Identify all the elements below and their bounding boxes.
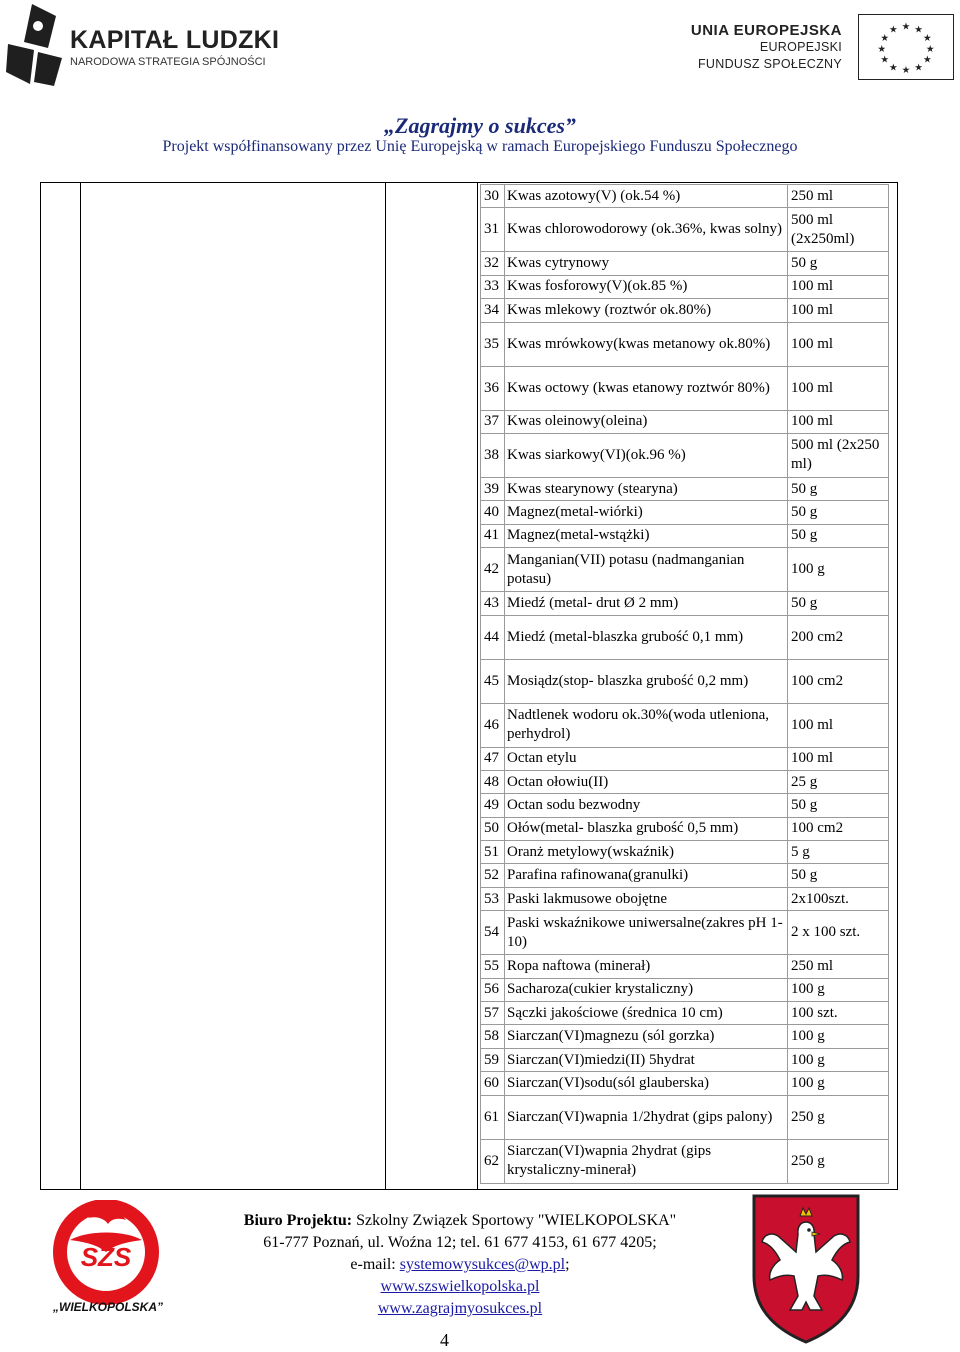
eu-line-3: FUNDUSZ SPOŁECZNY (697, 57, 842, 71)
eu-flag-icon (858, 14, 954, 80)
table-row (481, 1002, 889, 1025)
item-quantity: 50 g (788, 794, 889, 817)
svg-text:★: ★ (914, 24, 923, 36)
item-number: 31 (481, 208, 505, 252)
project-subtitle: Projekt współfinansowany przez Unię Europejską w ramach Europejskiego Funduszu Społecznego (162, 138, 798, 155)
item-name: Oranż metylowy(wskaźnik) (505, 841, 788, 864)
item-number: 62 (481, 1139, 505, 1183)
table-row (481, 615, 889, 659)
item-number: 56 (481, 978, 505, 1001)
table-row (481, 955, 889, 978)
email-suffix: ; (565, 1256, 570, 1273)
table-row (481, 978, 889, 1001)
item-quantity: 50 g (788, 864, 889, 887)
item-quantity: 100 ml (788, 299, 889, 322)
table-row (481, 501, 889, 524)
project-office-contact (200, 1210, 720, 1320)
item-name: Siarczan(VI)miedzi(II) 5hydrat (505, 1048, 788, 1071)
item-number: 44 (481, 615, 505, 659)
svg-text:★: ★ (925, 43, 935, 55)
item-quantity: 100 g (788, 978, 889, 1001)
table-row (481, 911, 889, 955)
item-number: 60 (481, 1072, 505, 1095)
svg-text:★: ★ (877, 43, 887, 55)
item-name: Siarczan(VI)wapnia 1/2hydrat (gips palony) (505, 1095, 788, 1139)
address-line: 61-777 Poznań, ul. Woźna 12; tel. 61 677 4153, 61 677 4205; (263, 1234, 657, 1251)
table-row (481, 1072, 889, 1095)
kapital-ludzki-title: KAPITAŁ LUDZKI (70, 26, 280, 54)
item-number: 37 (481, 410, 505, 433)
item-quantity: 100 g (788, 1048, 889, 1071)
item-name: Siarczan(VI)wapnia 2hydrat (gips krystaliczny-minerał) (505, 1139, 788, 1183)
item-name: Kwas chlorowodorowy (ok.36%, kwas solny) (505, 208, 788, 252)
table-row (481, 433, 889, 477)
table-row (481, 887, 889, 910)
item-name: Nadtlenek wodoru ok.30%(woda utleniona, perhydrol) (505, 703, 788, 747)
item-quantity: 250 ml (788, 185, 889, 208)
eu-line-1: UNIA EUROPEJSKA (690, 22, 842, 39)
eu-logo (614, 14, 954, 84)
item-quantity: 2 x 100 szt. (788, 911, 889, 955)
item-quantity: 100 cm2 (788, 659, 889, 703)
item-quantity: 100 ml (788, 703, 889, 747)
szs-wielkopolska-caption: „WIELKOPOLSKA” (53, 1300, 163, 1314)
item-number: 54 (481, 911, 505, 955)
item-name: Kwas cytrynowy (505, 252, 788, 275)
item-name: Kwas fosforowy(V)(ok.85 %) (505, 275, 788, 298)
outer-column-divider (477, 182, 478, 1190)
item-quantity: 100 ml (788, 275, 889, 298)
item-number: 36 (481, 366, 505, 410)
item-number: 34 (481, 299, 505, 322)
item-number: 43 (481, 592, 505, 615)
table-row (481, 592, 889, 615)
item-number: 48 (481, 770, 505, 793)
table-row (481, 659, 889, 703)
page-number: 4 (440, 1330, 449, 1350)
item-number: 49 (481, 794, 505, 817)
item-quantity: 100 g (788, 1025, 889, 1048)
outer-column-divider (385, 182, 386, 1190)
item-name: Manganian(VII) potasu (nadmanganian potasu) (505, 548, 788, 592)
item-name: Octan ołowiu(II) (505, 770, 788, 793)
item-name: Paski wskaźnikowe uniwersalne(zakres pH 1-10) (505, 911, 788, 955)
eu-line-2: EUROPEJSKI (759, 40, 842, 54)
item-name: Mosiądz(stop- blaszka grubość 0,2 mm) (505, 659, 788, 703)
item-name: Ropa naftowa (minerał) (505, 955, 788, 978)
table-row (481, 275, 889, 298)
item-name: Kwas stearynowy (stearyna) (505, 477, 788, 500)
table-row (481, 548, 889, 592)
item-name: Siarczan(VI)magnezu (sól gorzka) (505, 1025, 788, 1048)
item-name: Siarczan(VI)sodu(sól glauberska) (505, 1072, 788, 1095)
kapital-ludzki-logo (4, 2, 280, 88)
item-number: 47 (481, 747, 505, 770)
table-row (481, 477, 889, 500)
item-name: Kwas octowy (kwas etanowy roztwór 80%) (505, 366, 788, 410)
item-quantity: 50 g (788, 501, 889, 524)
item-quantity: 50 g (788, 592, 889, 615)
item-quantity: 250 g (788, 1139, 889, 1183)
item-number: 61 (481, 1095, 505, 1139)
item-quantity: 100 g (788, 548, 889, 592)
item-name: Magnez(metal-wiórki) (505, 501, 788, 524)
kapital-ludzki-subtitle: NARODOWA STRATEGIA SPÓJNOŚCI (70, 56, 266, 68)
item-quantity: 100 ml (788, 410, 889, 433)
item-number: 52 (481, 864, 505, 887)
svg-text:★: ★ (889, 62, 898, 74)
item-quantity: 5 g (788, 841, 889, 864)
item-quantity: 50 g (788, 252, 889, 275)
item-number: 40 (481, 501, 505, 524)
item-quantity: 200 cm2 (788, 615, 889, 659)
item-quantity: 2x100szt. (788, 887, 889, 910)
item-name: Sączki jakościowe (średnica 10 cm) (505, 1002, 788, 1025)
outer-column-divider (80, 182, 81, 1190)
item-number: 46 (481, 703, 505, 747)
item-quantity: 25 g (788, 770, 889, 793)
item-name: Parafina rafinowana(granulki) (505, 864, 788, 887)
item-number: 58 (481, 1025, 505, 1048)
item-name: Kwas azotowy(V) (ok.54 %) (505, 185, 788, 208)
svg-text:★: ★ (922, 54, 932, 66)
office-label: Biuro Projektu: (243, 1212, 353, 1229)
table-row (481, 770, 889, 793)
item-quantity: 500 ml (2x250 ml) (788, 433, 889, 477)
item-name: Octan etylu (505, 747, 788, 770)
office-line (200, 1210, 720, 1232)
item-name: Ołów(metal- blaszka grubość 0,5 mm) (505, 817, 788, 840)
item-quantity: 500 ml (2x250ml) (788, 208, 889, 252)
item-name: Kwas oleinowy(oleina) (505, 410, 788, 433)
email-line (200, 1254, 720, 1276)
item-number: 57 (481, 1002, 505, 1025)
table-row (481, 1095, 889, 1139)
project-title: „Zagrajmy o sukces” (384, 113, 576, 138)
item-number: 51 (481, 841, 505, 864)
item-quantity: 100 g (788, 1072, 889, 1095)
item-name: Kwas mrówkowy(kwas metanowy ok.80%) (505, 322, 788, 366)
table-row (481, 299, 889, 322)
table-row (481, 794, 889, 817)
item-name: Magnez(metal-wstążki) (505, 524, 788, 547)
email-label: e-mail: (350, 1256, 396, 1273)
table-row (481, 252, 889, 275)
table-row (481, 747, 889, 770)
table-row (481, 817, 889, 840)
item-number: 53 (481, 887, 505, 910)
chemicals-table (480, 184, 889, 1184)
table-row (481, 1048, 889, 1071)
item-number: 32 (481, 252, 505, 275)
svg-text:★: ★ (901, 21, 911, 33)
item-quantity: 50 g (788, 477, 889, 500)
item-number: 59 (481, 1048, 505, 1071)
table-row (481, 208, 889, 252)
item-number: 45 (481, 659, 505, 703)
website-link-szs[interactable]: www.szswielkopolska.pl (380, 1278, 540, 1295)
item-quantity: 100 ml (788, 747, 889, 770)
svg-text:★: ★ (914, 62, 923, 74)
table-row (481, 366, 889, 410)
kapital-ludzki-mark-icon (4, 2, 64, 86)
table-row (481, 1139, 889, 1183)
szs-text: SZS (80, 1242, 132, 1272)
svg-text:★: ★ (901, 65, 911, 77)
item-name: Kwas mlekowy (roztwór ok.80%) (505, 299, 788, 322)
table-row (481, 410, 889, 433)
item-name: Miedź (metal- drut Ø 2 mm) (505, 592, 788, 615)
item-quantity: 100 ml (788, 366, 889, 410)
item-number: 41 (481, 524, 505, 547)
item-number: 38 (481, 433, 505, 477)
table-row (481, 185, 889, 208)
item-quantity: 50 g (788, 524, 889, 547)
table-row (481, 524, 889, 547)
item-name: Kwas siarkowy(VI)(ok.96 %) (505, 433, 788, 477)
svg-text:★: ★ (880, 54, 890, 66)
svg-text:★: ★ (880, 33, 890, 45)
office-name: Szkolny Związek Sportowy "WIELKOPOLSKA" (356, 1212, 677, 1229)
chemicals-table-body (481, 185, 889, 1184)
item-quantity: 250 g (788, 1095, 889, 1139)
table-row (481, 1025, 889, 1048)
item-number: 35 (481, 322, 505, 366)
website-link-project[interactable]: www.zagrajmyosukces.pl (377, 1300, 543, 1317)
item-name: Paski lakmusowe obojętne (505, 887, 788, 910)
item-name: Sacharoza(cukier krystaliczny) (505, 978, 788, 1001)
item-quantity: 100 cm2 (788, 817, 889, 840)
email-link[interactable]: systemowysukces@wp.pl (399, 1256, 566, 1273)
item-number: 30 (481, 185, 505, 208)
eu-logo-text (691, 22, 842, 73)
item-name: Miedź (metal-blaszka grubość 0,1 mm) (505, 615, 788, 659)
wielkopolska-crest-icon (750, 1192, 862, 1344)
item-quantity: 100 szt. (788, 1002, 889, 1025)
item-name: Octan sodu bezwodny (505, 794, 788, 817)
item-number: 33 (481, 275, 505, 298)
item-number: 39 (481, 477, 505, 500)
table-row (481, 322, 889, 366)
table-row (481, 841, 889, 864)
item-number: 55 (481, 955, 505, 978)
item-quantity: 100 ml (788, 322, 889, 366)
item-quantity: 250 ml (788, 955, 889, 978)
item-number: 42 (481, 548, 505, 592)
item-number: 50 (481, 817, 505, 840)
svg-text:★: ★ (889, 24, 898, 36)
table-row (481, 703, 889, 747)
svg-text:★: ★ (922, 33, 932, 45)
table-row (481, 864, 889, 887)
